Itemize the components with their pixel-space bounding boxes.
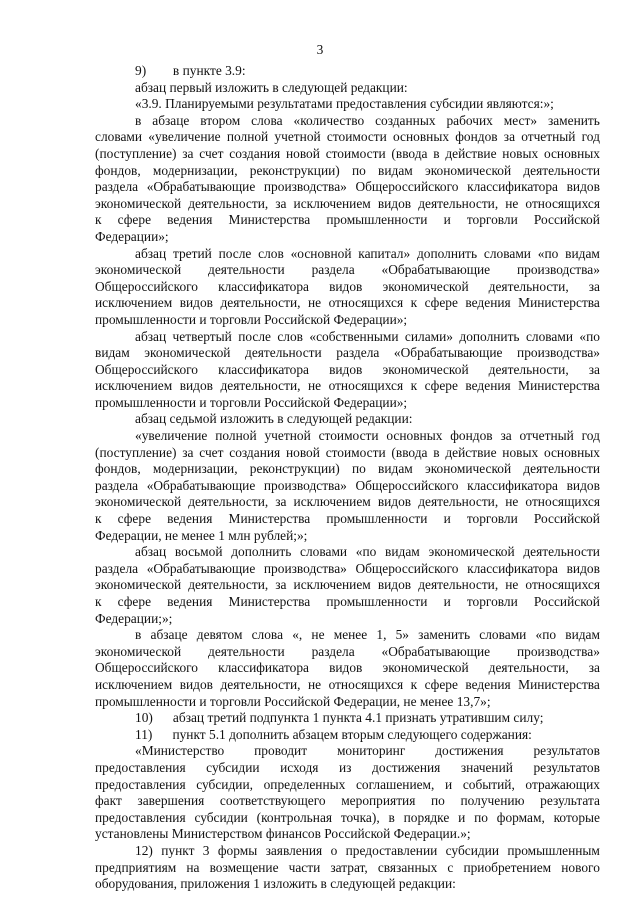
paragraph xyxy=(95,843,600,893)
text-line: раздела «Обрабатывающие производства» Общероссийского классификатора видов xyxy=(95,477,600,493)
text-line: предоставления субсидии исходя из достижения значений результатов xyxy=(95,759,600,775)
text-line: экономической деятельности раздела «Обрабатывающие производства» xyxy=(95,643,600,659)
text-line: промышленности и торговли Российской Федерации»; xyxy=(95,311,408,327)
text-line: промышленности и торговли Российской Федерации»; xyxy=(95,394,408,410)
text-line: к сфере ведения Министерства промышленности и торговли Российской xyxy=(95,594,600,609)
text-line: (поступление) за счет создания новой стоимости (ввода в действие новых основных xyxy=(95,444,600,460)
text-line: исключением видов деятельности, не относящихся к сфере ведения Министерства xyxy=(95,378,600,394)
text-line: (поступление) за счет создания новой стоимости (ввода в действие новых основных xyxy=(95,145,600,161)
text-line: предоставления субсидии (контрольная точка), в порядке и по формам, которые xyxy=(95,809,600,825)
text-line: 12) пункт 3 формы заявления о предоставлении субсидии промышленным xyxy=(135,842,600,858)
text-line: экономической деятельности, за исключением видов деятельности, не относящихся xyxy=(95,195,600,211)
text-line: раздела «Обрабатывающие производства» Общероссийского классификатора видов xyxy=(95,560,600,576)
text-line: раздела «Обрабатывающие производства» Общероссийского классификатора видов xyxy=(95,179,600,195)
paragraph xyxy=(95,246,600,329)
text-line: «увеличение полной учетной стоимости основных фондов за отчетный год xyxy=(135,428,600,444)
text-line: исключением видов деятельности, не относящихся к сфере ведения Министерства xyxy=(95,676,600,692)
text-line: Федерации»; xyxy=(95,228,169,244)
paragraph xyxy=(95,544,600,627)
text-line: экономической деятельности, за исключением видов деятельности, не относящихся xyxy=(95,494,600,510)
text-line: абзац восьмой дополнить словами «по видам экономической деятельности xyxy=(135,544,600,560)
text-line: фондов, модернизации, реконструкции) по видам экономической деятельности xyxy=(95,461,600,477)
document-body xyxy=(95,63,600,893)
text-line: исключением видов деятельности, не относящихся к сфере ведения Министерства xyxy=(95,295,600,311)
paragraph xyxy=(95,428,600,544)
text-line: Общероссийского классификатора видов экономической деятельности, за xyxy=(95,660,600,676)
text-line: предоставления субсидии, определенных соглашением, и событий, отражающих xyxy=(95,776,600,792)
paragraph xyxy=(95,329,600,412)
text-line: словами «увеличение полной учетной стоимости основных фондов за отчетный год xyxy=(95,129,600,145)
text-line: «3.9. Планируемыми результатами предоставления субсидии являются:»; xyxy=(135,96,554,112)
text-line: Общероссийского классификатора видов экономической деятельности, за xyxy=(95,361,600,377)
paragraph xyxy=(95,710,600,727)
paragraph xyxy=(95,743,600,843)
text-line: 9) в пункте 3.9: xyxy=(135,63,246,78)
text-line: видам экономической деятельности раздела «Обрабатывающие производства» xyxy=(95,345,600,361)
text-line: в абзаце девятом слова «, не менее 1, 5» заменить словами «по видам xyxy=(135,627,600,643)
text-line: абзац четвертый после слов «собственными силами» дополнить словами «по xyxy=(135,328,600,344)
text-line: экономической деятельности, за исключением видов деятельности, не относящихся xyxy=(95,577,600,593)
text-line: Федерации;»; xyxy=(95,610,173,626)
page-number: 3 xyxy=(316,42,324,57)
text-line: к сфере ведения Министерства промышленности и торговли Российской xyxy=(95,212,600,228)
paragraph xyxy=(95,63,600,80)
paragraph xyxy=(95,411,600,428)
paragraph xyxy=(95,96,600,113)
text-line: фондов, модернизации, реконструкции) по видам экономической деятельности xyxy=(95,162,600,178)
text-line: абзац седьмой изложить в следующей редакции: xyxy=(135,411,413,427)
text-line: 10) абзац третий подпункта 1 пункта 4.1 признать утратившим силу; xyxy=(135,710,544,726)
text-line: абзац третий после слов «основной капитал» дополнить словами «по видам xyxy=(135,245,600,261)
paragraph xyxy=(95,627,600,710)
text-line: факт завершения соответствующего мероприятия по получению результата xyxy=(95,793,600,809)
text-line: в абзаце втором слова «количество созданных рабочих мест» заменить xyxy=(135,112,600,128)
paragraph xyxy=(95,113,600,246)
text-line: Федерации, не менее 1 млн рублей;»; xyxy=(95,527,308,543)
paragraph xyxy=(95,727,600,744)
text-line: 11) пункт 5.1 дополнить абзацем вторым следующего содержания: xyxy=(135,726,532,742)
text-line: оборудования, приложения 1 изложить в следующей редакции: xyxy=(95,876,456,892)
paragraph xyxy=(95,80,600,97)
text-line: предприятиям на возмещение части затрат, связанных с приобретением нового xyxy=(95,859,600,875)
text-line: установлены Министерством финансов Российской Федерации.»; xyxy=(95,826,471,842)
text-line: к сфере ведения Министерства промышленности и торговли Российской xyxy=(95,511,600,527)
text-line: промышленности и торговли Российской Федерации, не менее 13,7»; xyxy=(95,693,491,709)
text-line: экономической деятельности раздела «Обрабатывающие производства» xyxy=(95,262,600,278)
text-line: Общероссийского классификатора видов экономической деятельности, за xyxy=(95,278,600,294)
text-line: абзац первый изложить в следующей редакции: xyxy=(135,79,408,95)
text-line: «Министерство проводит мониторинг достижения результатов xyxy=(135,743,600,759)
